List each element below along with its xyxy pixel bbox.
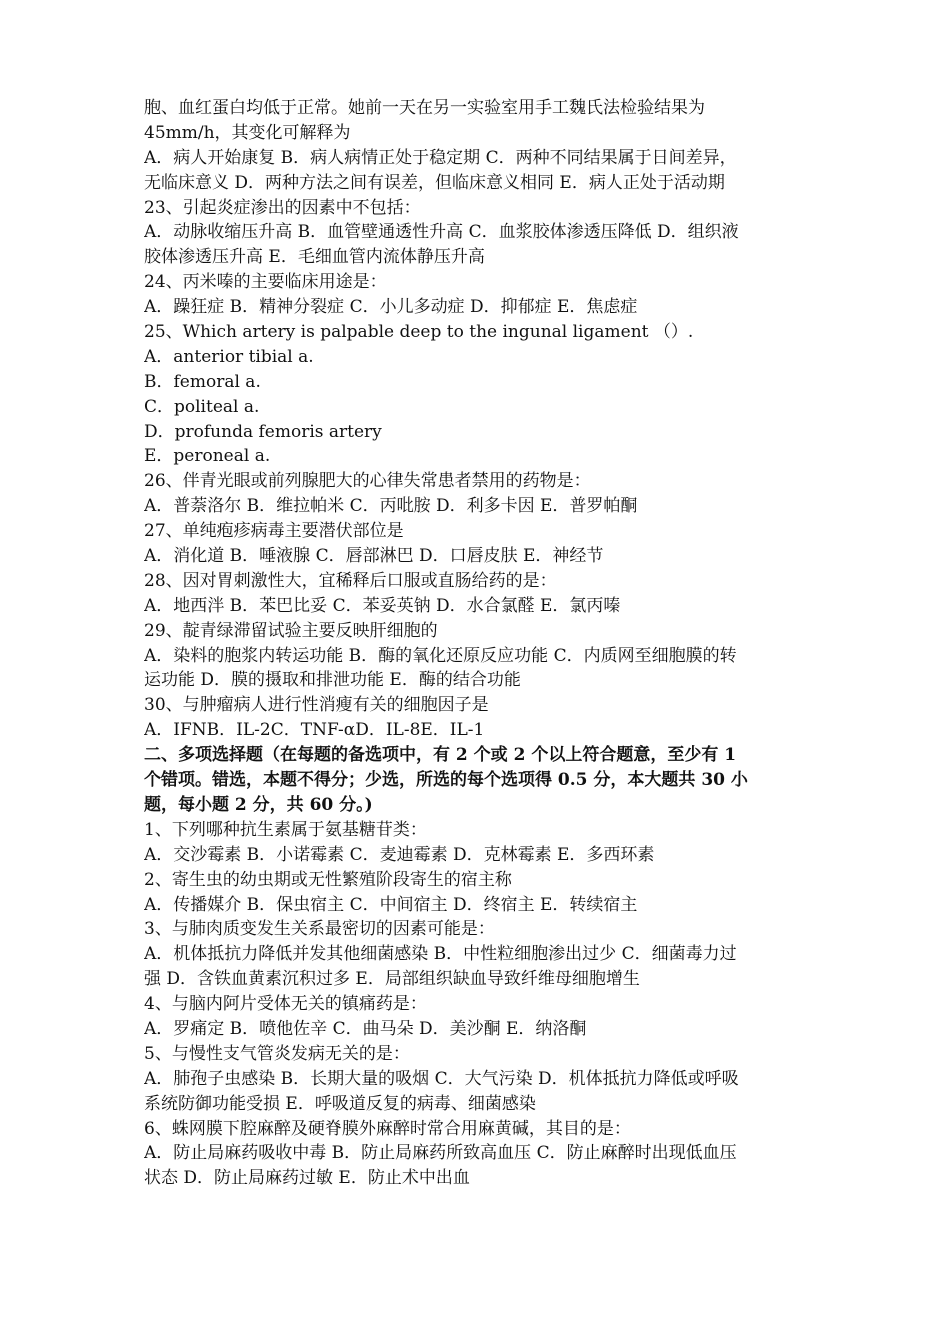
text-line: A．染料的胞浆内转运功能 B．酶的氧化还原反应功能 C．内质网至细胞膜的转	[144, 645, 737, 666]
text-line: 胞、血红蛋白均低于正常。她前一天在另一实验室用手工魏氏法检验结果为	[144, 98, 705, 118]
document-page	[144, 96, 808, 1191]
text-line: 25、Which artery is palpable deep to the ingunal ligament （）.	[144, 322, 694, 343]
text-line: A．肺孢子虫感染 B．长期大量的吸烟 C．大气污染 D．机体抵抗力降低或呼吸	[144, 1068, 739, 1089]
text-line: C．politeal a.	[144, 396, 260, 417]
section-heading-line: 个错项。错选，本题不得分；少选，所选的每个选项得 0.5 分，本大题共 30 小	[144, 770, 748, 791]
text-line: A．罗痛定 B．喷他佐辛 C．曲马朵 D．美沙酮 E．纳洛酮	[144, 1018, 587, 1039]
text-line: 系统防御功能受损 E．呼吸道反复的病毒、细菌感染	[144, 1093, 536, 1114]
text-line: 3、与肺肉质变发生关系最密切的因素可能是：	[144, 919, 495, 940]
text-line: 23、引起炎症渗出的因素中不包括：	[144, 197, 421, 218]
text-line: 45mm/h，其变化可解释为	[144, 122, 351, 143]
text-line: A．机体抵抗力降低并发其他细菌感染 B．中性粒细胞渗出过少 C．细菌毒力过	[144, 944, 737, 965]
text-line: 状态 D．防止局麻药过敏 E．防止术中出血	[144, 1168, 470, 1189]
text-line: A．消化道 B．唾液腺 C．唇部淋巴 D．口唇皮肤 E．神经节	[144, 546, 604, 567]
text-line: 24、丙米嗪的主要临床用途是：	[144, 272, 387, 293]
text-line: A．防止局麻药吸收中毒 B．防止局麻药所致高血压 C．防止麻醉时出现低血压	[144, 1143, 737, 1164]
text-line: A．anterior tibial a.	[144, 346, 314, 367]
text-line: A．病人开始康复 B．病人病情正处于稳定期 C．两种不同结果属于日间差异，	[144, 147, 737, 168]
text-line: A．躁狂症 B．精神分裂症 C．小儿多动症 D．抑郁症 E．焦虑症	[144, 297, 638, 318]
text-line: D．profunda femoris artery	[144, 421, 382, 442]
text-line: 强 D．含铁血黄素沉积过多 E．局部组织缺血导致纤维母细胞增生	[144, 969, 640, 990]
text-line: A．交沙霉素 B．小诺霉素 C．麦迪霉素 D．克林霉素 E．多西环素	[144, 844, 655, 865]
section-heading-line: 二、多项选择题（在每题的备选项中，有 2 个或 2 个以上符合题意，至少有 1	[144, 745, 737, 766]
text-line: 胶体渗透压升高 E．毛细血管内流体静压升高	[144, 247, 485, 268]
text-line: A．IFNB．IL-2C．TNF-αD．IL-8E．IL-1	[144, 720, 485, 741]
text-line: 运功能 D．膜的摄取和排泄功能 E．酶的结合功能	[144, 670, 521, 691]
text-line: 1、下列哪种抗生素属于氨基糖苷类：	[144, 819, 427, 840]
text-line: 26、伴青光眼或前列腺肥大的心律失常患者禁用的药物是：	[144, 471, 591, 492]
text-line: A．动脉收缩压升高 B．血管壁通透性升高 C．血浆胶体渗透压降低 D．组织液	[144, 222, 739, 243]
text-line: 30、与肿瘤病人进行性消瘦有关的细胞因子是	[144, 695, 489, 716]
section-heading-line: 题，每小题 2 分，共 60 分。)	[144, 794, 373, 815]
text-line: A．传播媒介 B．保虫宿主 C．中间宿主 D．终宿主 E．转续宿主	[144, 894, 638, 915]
text-line: 5、与慢性支气管炎发病无关的是：	[144, 1043, 410, 1064]
text-line: 无临床意义 D．两种方法之间有误差，但临床意义相同 E．病人正处于活动期	[144, 172, 725, 193]
text-line: 27、单纯疱疹病毒主要潜伏部位是	[144, 521, 404, 542]
text-line: 2、寄生虫的幼虫期或无性繁殖阶段寄生的宿主称	[144, 869, 512, 890]
text-line: E．peroneal a.	[144, 446, 271, 467]
text-line: 28、因对胃刺激性大，宜稀释后口服或直肠给药的是：	[144, 570, 557, 591]
text-line: 29、靛青绿滞留试验主要反映肝细胞的	[144, 620, 438, 641]
text-line: A．普萘洛尔 B．维拉帕米 C．丙吡胺 D．利多卡因 E．普罗帕酮	[144, 496, 638, 517]
text-line: 6、蛛网膜下腔麻醉及硬脊膜外麻醉时常合用麻黄碱，其目的是：	[144, 1118, 631, 1139]
text-line: B．femoral a.	[144, 371, 261, 392]
text-line: 4、与脑内阿片受体无关的镇痛药是：	[144, 994, 427, 1015]
text-line: A．地西泮 B．苯巴比妥 C．苯妥英钠 D．水合氯醛 E．氯丙嗪	[144, 595, 621, 616]
